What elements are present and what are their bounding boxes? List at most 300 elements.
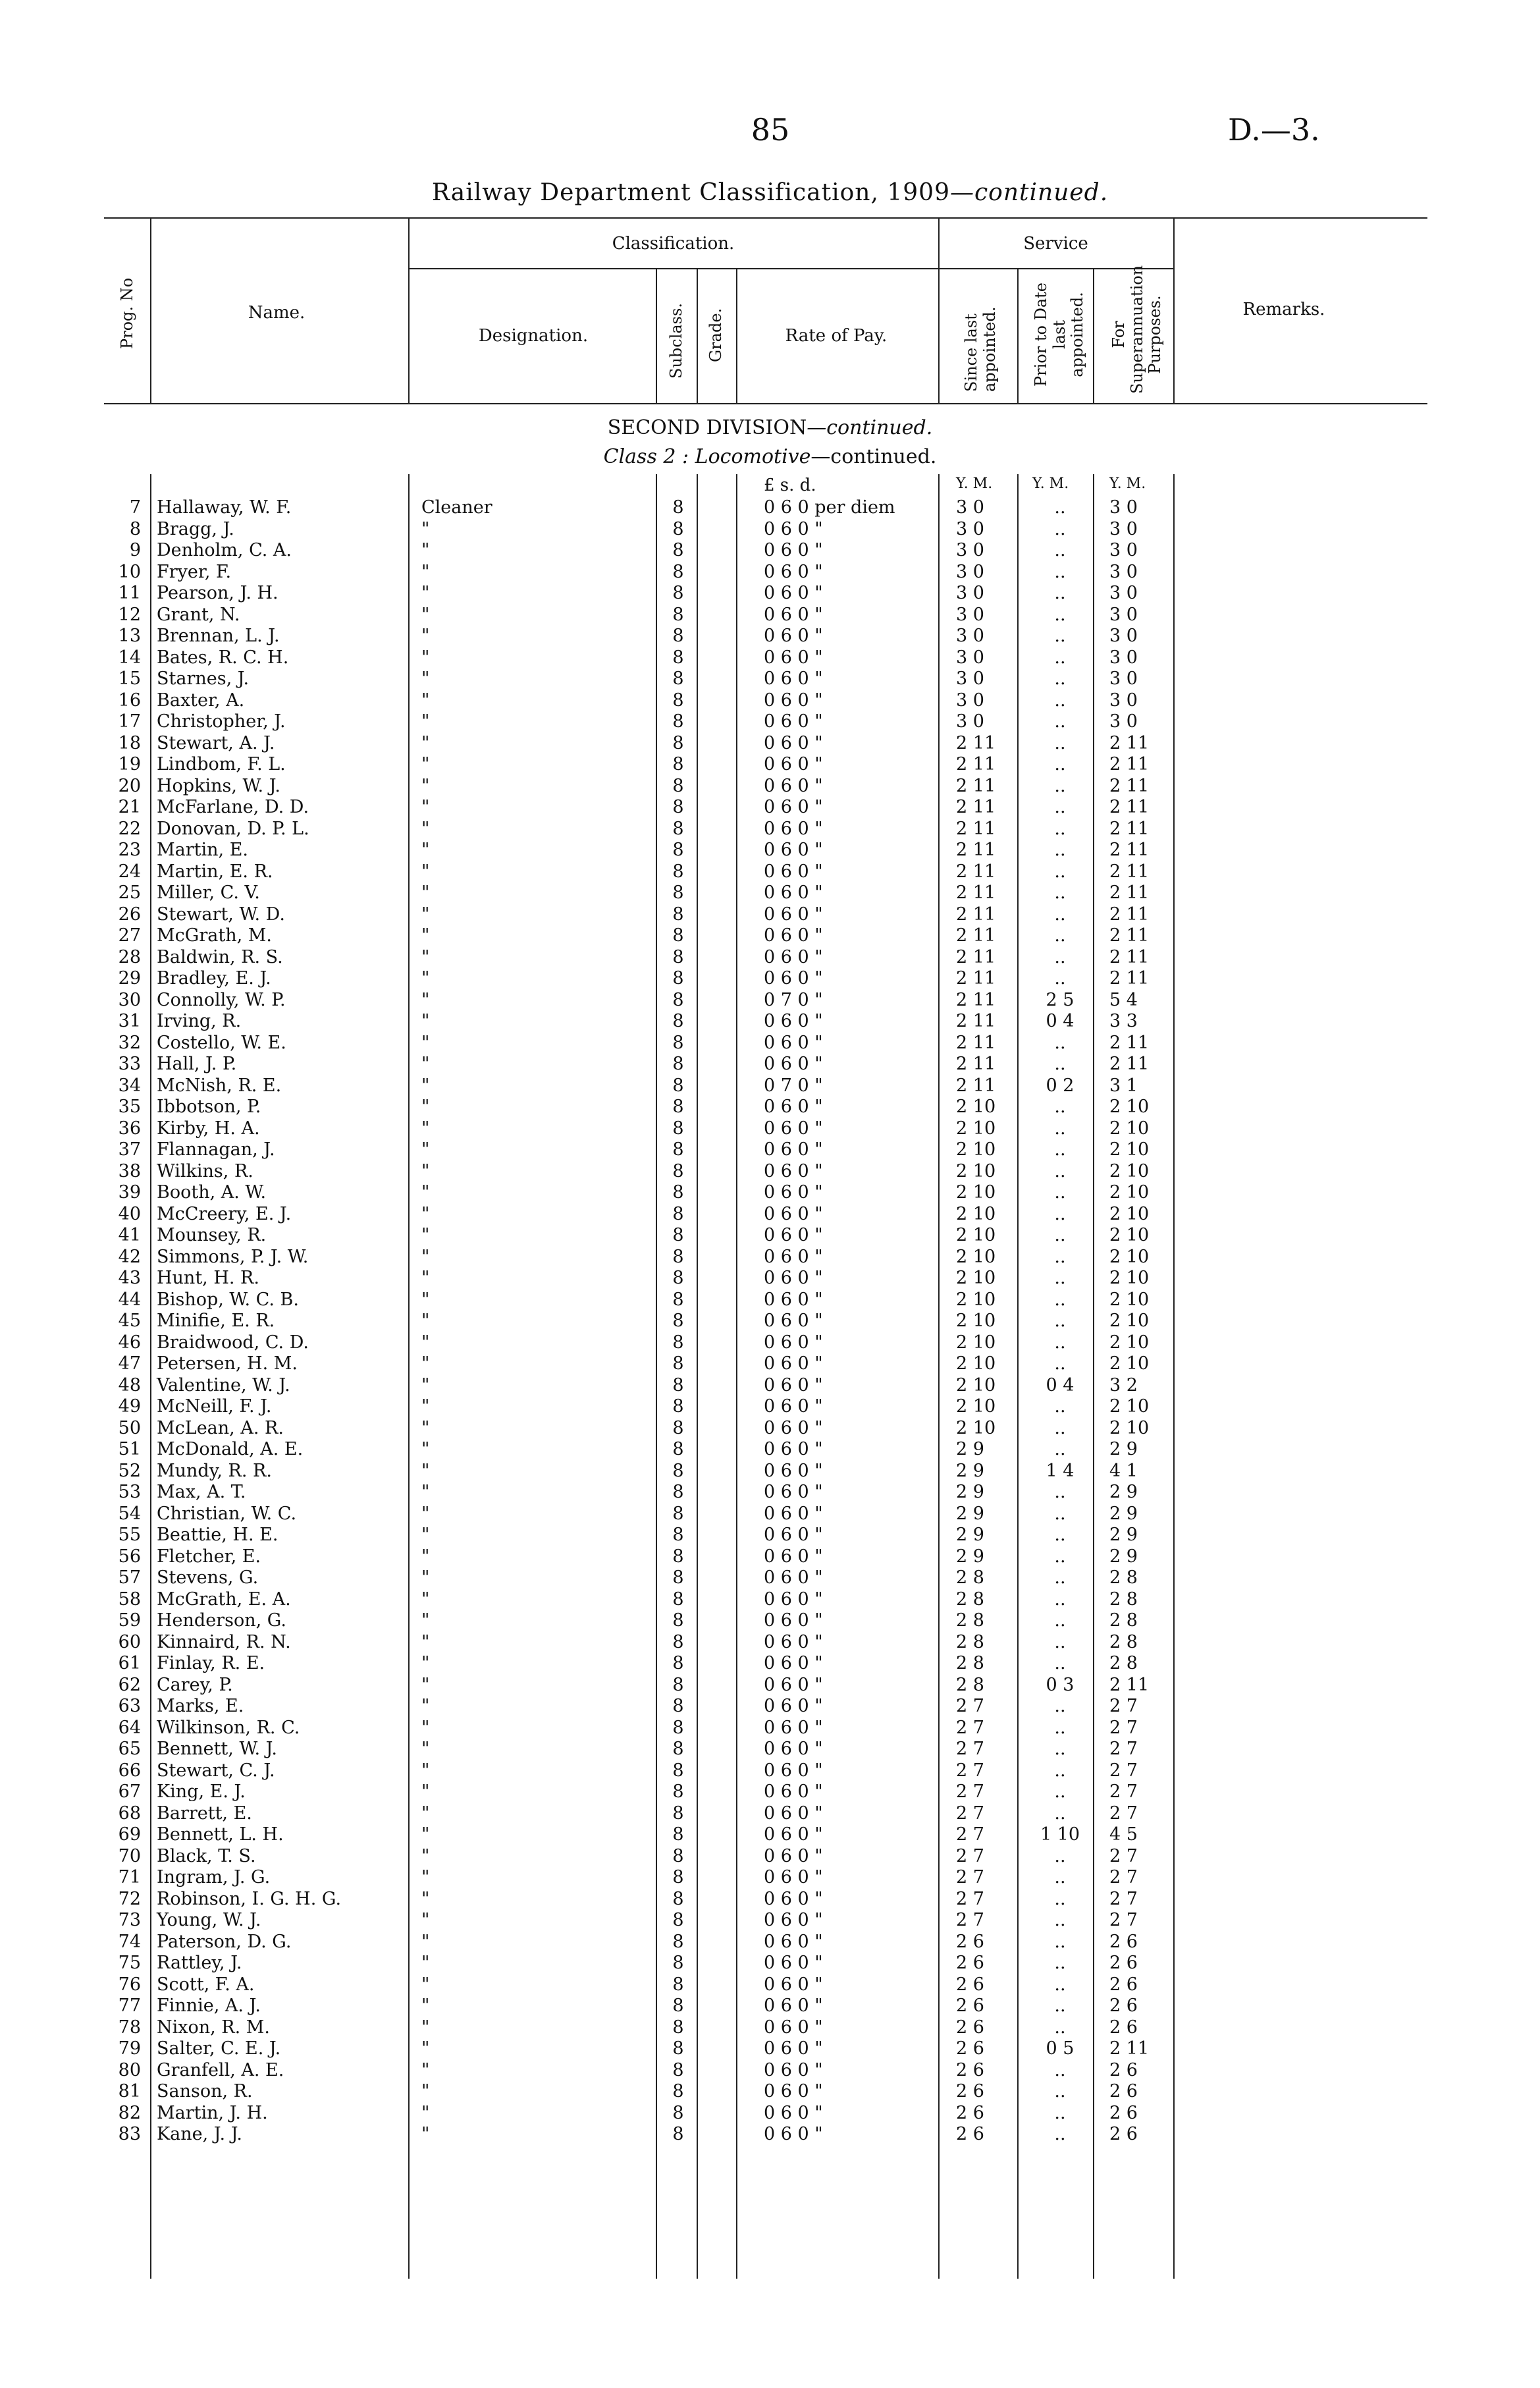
prior-to-date: .. [1054,1332,1066,1353]
prior-to-date: .. [1054,840,1066,860]
designation: " [421,1353,430,1374]
employee-name: Stewart, C. J. [157,1760,275,1781]
table-row [0,1353,1540,1375]
table-row [0,1995,1540,2017]
since-last-appointed: 3 0 [956,647,984,668]
rate-of-pay: 0 6 0 " [764,1460,823,1481]
superannuation-service: 5 4 [1109,989,1138,1010]
table-row [0,1803,1540,1825]
subclass: 8 [672,1845,684,1866]
superannuation-service: 3 0 [1109,518,1138,539]
designation: " [421,690,430,711]
superannuation-service: 2 8 [1109,1567,1138,1588]
table-row [0,968,1540,990]
superannuation-service: 2 7 [1109,1867,1138,1887]
prior-to-date: .. [1054,1353,1066,1374]
since-last-appointed: 2 10 [956,1203,996,1224]
employee-name: Kinnaird, R. N. [157,1631,291,1652]
designation: " [421,1610,430,1631]
rate-of-pay: 0 6 0 " [764,1610,823,1631]
prior-to-date: .. [1054,1995,1066,2016]
designation: " [421,1374,430,1396]
employee-name: Marks, E. [157,1696,244,1716]
header-divider-prog [150,217,151,404]
prog-number: 30 [118,989,141,1010]
since-last-appointed: 2 10 [956,1225,996,1245]
subclass: 8 [672,1931,684,1952]
designation: " [421,1525,430,1545]
designation: " [421,1888,430,1909]
since-last-appointed: 2 11 [956,775,996,796]
employee-name: Finlay, R. E. [157,1653,265,1673]
designation: " [421,1567,430,1588]
rate-of-pay: 0 6 0 " [764,2038,823,2059]
subclass: 8 [672,626,684,646]
prog-number: 76 [118,1974,141,1995]
table-row [0,1396,1540,1418]
employee-name: Wilkinson, R. C. [157,1717,300,1738]
rate-of-pay: 0 6 0 " [764,1953,823,1973]
employee-name: Grant, N. [157,604,240,625]
since-last-appointed: 2 6 [956,1974,984,1995]
prog-number: 51 [118,1439,141,1459]
subclass: 8 [672,583,684,603]
designation: " [421,668,430,689]
employee-name: Costello, W. E. [157,1032,286,1053]
rate-of-pay: 0 6 0 " [764,1717,823,1738]
since-last-appointed: 3 0 [956,711,984,732]
superannuation-service: 2 10 [1109,1182,1150,1203]
since-last-appointed: 2 7 [956,1803,984,1824]
subclass: 8 [672,1888,684,1909]
employee-name: McDonald, A. E. [157,1439,304,1459]
table-row [0,2124,1540,2146]
table-row [0,1332,1540,1354]
prog-number: 38 [118,1160,141,1181]
table-row [0,1846,1540,1868]
table-row [0,819,1540,840]
prog-number: 47 [118,1353,141,1374]
rate-of-pay: 0 6 0 " [764,968,823,989]
rate-of-pay: 0 6 0 " [764,1803,823,1824]
since-last-appointed: 2 11 [956,1032,996,1053]
prior-to-date: .. [1054,2102,1066,2123]
prior-to-date: .. [1054,1588,1066,1610]
prior-to-date: .. [1054,1653,1066,1673]
employee-name: Scott, F. A. [157,1974,255,1995]
rate-of-pay: 0 6 0 " [764,882,823,903]
header-subclass: Subclass. [667,303,685,379]
employee-name: Salter, C. E. J. [157,2038,281,2059]
prog-number: 80 [118,2059,141,2080]
since-last-appointed: 3 0 [956,668,984,689]
prog-number: 72 [118,1888,141,1909]
designation: " [421,1995,430,2016]
table-row [0,1289,1540,1311]
prior-to-date: .. [1054,1760,1066,1781]
superannuation-service: 2 11 [1109,1674,1150,1695]
designation: " [421,1503,430,1524]
since-last-appointed: 2 11 [956,1011,996,1031]
prior-to-date: .. [1054,647,1066,668]
prior-to-date: .. [1054,1203,1066,1224]
employee-name: McGrath, M. [157,925,272,946]
subclass: 8 [672,732,684,753]
superannuation-service: 3 0 [1109,583,1138,603]
table-row [0,1610,1540,1632]
employee-name: Barrett, E. [157,1803,252,1824]
superannuation-service: 3 2 [1109,1374,1138,1396]
super-unit-header: Y. M. [1109,475,1146,492]
designation: " [421,968,430,989]
rate-of-pay: 0 6 0 " [764,732,823,753]
section-division: SECOND DIVISION [607,416,807,439]
superannuation-service: 2 10 [1109,1332,1150,1353]
table-row [0,1567,1540,1589]
prior-unit-header: Y. M. [1032,475,1069,492]
prog-number: 52 [118,1460,141,1481]
employee-name: Rattley, J. [157,1953,242,1973]
table-row [0,1910,1540,1932]
rate-of-pay: 0 6 0 " [764,925,823,946]
prior-to-date: .. [1054,518,1066,539]
section-class-name: Locomotive [695,445,811,468]
subclass: 8 [672,1139,684,1160]
prog-number: 33 [118,1054,141,1074]
prog-number: 57 [118,1567,141,1588]
designation: " [421,2081,430,2102]
employee-name: Braidwood, C. D. [157,1332,309,1353]
employee-name: Fryer, F. [157,561,232,582]
employee-name: King, E. J. [157,1781,246,1802]
subclass: 8 [672,1289,684,1310]
since-last-appointed: 2 10 [956,1097,996,1117]
designation: " [421,1203,430,1224]
since-last-appointed: 2 6 [956,2081,984,2102]
rate-of-pay: 0 6 0 " [764,775,823,796]
superannuation-service: 2 10 [1109,1353,1150,1374]
employee-name: McLean, A. R. [157,1417,284,1438]
prior-to-date: .. [1054,1503,1066,1524]
prog-number: 15 [118,668,141,689]
subclass: 8 [672,882,684,903]
table-row [0,711,1540,733]
prior-to-date: .. [1054,1910,1066,1930]
prior-to-date: .. [1054,1182,1066,1203]
prog-number: 74 [118,1931,141,1952]
subclass: 8 [672,1974,684,1995]
prior-to-date: .. [1054,1482,1066,1502]
designation: " [421,1439,430,1459]
employee-name: Stewart, A. J. [157,732,275,753]
prior-to-date: .. [1054,561,1066,582]
table-row [0,1653,1540,1675]
since-last-appointed: 2 9 [956,1460,984,1481]
superannuation-service: 2 6 [1109,2102,1138,2123]
rate-of-pay: 0 6 0 " [764,2102,823,2123]
prior-to-date: .. [1054,2081,1066,2102]
prog-number: 69 [118,1824,141,1845]
since-last-appointed: 2 11 [956,861,996,882]
superannuation-service: 3 0 [1109,711,1138,732]
table-row [0,2060,1540,2082]
designation: " [421,797,430,817]
superannuation-service: 3 0 [1109,626,1138,646]
table-row [0,1867,1540,1889]
employee-name: Starnes, J. [157,668,250,689]
since-last-appointed: 2 7 [956,1717,984,1738]
table-row [0,1139,1540,1161]
header-mid-rule [408,268,1173,269]
rate-of-pay: 0 6 0 " [764,1696,823,1716]
subclass: 8 [672,668,684,689]
prior-to-date: 1 10 [1040,1824,1080,1845]
employee-name: Bates, R. C. H. [157,647,289,668]
prior-to-date: .. [1054,1139,1066,1160]
rate-of-pay: 0 6 0 " [764,690,823,711]
since-last-appointed: 2 9 [956,1503,984,1524]
rate-of-pay: 0 6 0 " [764,1160,823,1181]
subclass: 8 [672,561,684,582]
prog-number: 34 [118,1075,141,1096]
employee-name: Hopkins, W. J. [157,775,280,796]
since-last-appointed: 2 7 [956,1824,984,1845]
designation: " [421,1931,430,1952]
prog-number: 24 [118,861,141,882]
prog-number: 81 [118,2081,141,2102]
prog-number: 35 [118,1097,141,1117]
employee-name: Simmons, P. J. W. [157,1246,309,1267]
rate-of-pay: 0 6 0 " [764,2081,823,2102]
header-divider-prior [1093,268,1094,404]
rate-of-pay: 0 6 0 " [764,647,823,668]
rate-of-pay: 0 6 0 " [764,1760,823,1781]
prior-to-date: .. [1054,1525,1066,1545]
employee-name: Petersen, H. M. [157,1353,298,1374]
since-last-appointed: 2 6 [956,1931,984,1952]
table-row [0,1097,1540,1118]
subclass: 8 [672,1097,684,1117]
designation: " [421,2102,430,2123]
subclass: 8 [672,1396,684,1417]
table-row [0,840,1540,861]
prog-number: 50 [118,1417,141,1438]
rate-of-pay: 0 6 0 " [764,1332,823,1353]
table-row [0,605,1540,626]
rate-of-pay: 0 6 0 " [764,1182,823,1203]
superannuation-service: 2 7 [1109,1803,1138,1824]
subclass: 8 [672,1717,684,1738]
rate-of-pay: 0 6 0 " [764,1203,823,1224]
table-row [0,1932,1540,1953]
designation: " [421,1182,430,1203]
prog-number: 17 [118,711,141,732]
employee-name: Bradley, E. J. [157,968,271,989]
table-row [0,562,1540,583]
superannuation-service: 3 0 [1109,690,1138,711]
page-title [0,179,1540,206]
superannuation-service: 2 6 [1109,1974,1138,1995]
superannuation-service: 3 0 [1109,561,1138,582]
employee-name: Martin, E. R. [157,861,273,882]
since-last-appointed: 2 6 [956,2017,984,2038]
prior-to-date: .. [1054,1974,1066,1995]
employee-name: Baldwin, R. S. [157,946,283,967]
prior-to-date: 0 5 [1046,2038,1075,2059]
prior-to-date: .. [1054,2124,1066,2144]
designation: " [421,1118,430,1139]
prior-to-date: .. [1054,668,1066,689]
rate-of-pay: 0 6 0 " [764,1353,823,1374]
since-last-appointed: 2 6 [956,2038,984,2059]
subclass: 8 [672,1482,684,1502]
table-row [0,647,1540,669]
superannuation-service: 2 9 [1109,1546,1138,1567]
prior-to-date: .. [1054,1888,1066,1909]
subclass: 8 [672,1739,684,1759]
superannuation-service: 2 8 [1109,1610,1138,1631]
superannuation-service: 2 7 [1109,1910,1138,1930]
prog-number: 79 [118,2038,141,2059]
designation: " [421,1268,430,1288]
superannuation-service: 2 9 [1109,1439,1138,1459]
employee-name: Denholm, C. A. [157,540,292,560]
rate-of-pay: 0 6 0 " [764,1824,823,1845]
employee-name: Martin, E. [157,840,248,860]
header-rate-of-pay: Rate of Pay. [785,326,888,346]
employee-name: Stewart, W. D. [157,904,285,925]
table-row [0,1739,1540,1760]
employee-name: Granfell, A. E. [157,2059,284,2080]
table-row [0,2103,1540,2125]
designation: " [421,1760,430,1781]
since-last-appointed: 2 9 [956,1482,984,1502]
subclass: 8 [672,754,684,774]
prior-to-date: .. [1054,1631,1066,1652]
document-reference: D.—3. [1228,112,1320,148]
prior-to-date: 1 4 [1046,1460,1075,1481]
superannuation-service: 2 6 [1109,2124,1138,2144]
prog-number: 53 [118,1482,141,1502]
prog-number: 78 [118,2017,141,2038]
rate-of-pay: 0 6 0 " [764,1910,823,1930]
designation: " [421,732,430,753]
prog-number: 26 [118,904,141,925]
table-row [0,733,1540,755]
employee-name: Wilkins, R. [157,1160,253,1181]
rate-of-pay: 0 6 0 " [764,1653,823,1673]
rate-of-pay: 0 6 0 " [764,1417,823,1438]
since-last-appointed: 2 10 [956,1160,996,1181]
employee-name: Kane, J. J. [157,2124,243,2144]
rate-of-pay: 0 6 0 per diem [764,497,895,518]
rate-of-pay: 0 6 0 " [764,1845,823,1866]
rate-of-pay: 0 6 0 " [764,1439,823,1459]
table-row [0,1718,1540,1739]
header-divider-subclass [697,268,698,404]
designation: " [421,1139,430,1160]
superannuation-service: 2 11 [1109,882,1150,903]
superannuation-service: 3 3 [1109,1011,1138,1031]
subclass: 8 [672,925,684,946]
subclass: 8 [672,1374,684,1396]
designation: " [421,925,430,946]
subclass: 8 [672,711,684,732]
prog-number: 14 [118,647,141,668]
title-suffix: —continued. [950,179,1109,206]
table-row [0,1889,1540,1911]
rate-of-pay: 0 6 0 " [764,626,823,646]
designation: " [421,1054,430,1074]
superannuation-service: 3 0 [1109,497,1138,518]
subclass: 8 [672,540,684,560]
prog-number: 8 [129,518,141,539]
table-row [0,861,1540,883]
table-row [0,776,1540,798]
prior-to-date: .. [1054,797,1066,817]
subclass: 8 [672,497,684,518]
since-last-appointed: 2 11 [956,797,996,817]
superannuation-service: 2 10 [1109,1203,1150,1224]
prior-to-date: .. [1054,690,1066,711]
employee-name: McNeill, F. J. [157,1396,272,1417]
subclass: 8 [672,1631,684,1652]
prior-to-date: .. [1054,818,1066,839]
since-last-appointed: 3 0 [956,540,984,560]
superannuation-service: 4 5 [1109,1824,1138,1845]
rate-of-pay: 0 6 0 " [764,1396,823,1417]
employee-name: Flannagan, J. [157,1139,275,1160]
subclass: 8 [672,1225,684,1245]
superannuation-service: 3 0 [1109,647,1138,668]
superannuation-service: 3 0 [1109,668,1138,689]
rate-of-pay: 0 6 0 " [764,1225,823,1245]
since-last-appointed: 2 11 [956,818,996,839]
designation: " [421,1717,430,1738]
employee-name: Pearson, J. H. [157,583,279,603]
designation: " [421,604,430,625]
designation: " [421,818,430,839]
employee-name: Ibbotson, P. [157,1097,261,1117]
prog-number: 23 [118,840,141,860]
table-row [0,2038,1540,2060]
superannuation-service: 2 10 [1109,1097,1150,1117]
superannuation-service: 2 6 [1109,2081,1138,2102]
table-row [0,904,1540,926]
subclass: 8 [672,1054,684,1074]
table-row [0,497,1540,519]
since-last-appointed: 2 7 [956,1760,984,1781]
rate-of-pay: 0 6 0 " [764,1011,823,1031]
subclass: 8 [672,1182,684,1203]
since-last-appointed: 2 11 [956,840,996,860]
prior-to-date: .. [1054,882,1066,903]
superannuation-service: 2 11 [1109,754,1150,774]
since-last-appointed: 2 10 [956,1417,996,1438]
header-divider-grade [736,268,737,404]
designation: " [421,904,430,925]
employee-name: Henderson, G. [157,1610,286,1631]
employee-name: McNish, R. E. [157,1075,282,1096]
designation: " [421,518,430,539]
subclass: 8 [672,1653,684,1673]
employee-name: Miller, C. V. [157,882,260,903]
since-last-appointed: 3 0 [956,518,984,539]
superannuation-service: 2 10 [1109,1139,1150,1160]
prior-to-date: .. [1054,583,1066,603]
since-last-appointed: 2 10 [956,1118,996,1139]
since-last-appointed: 2 10 [956,1311,996,1331]
